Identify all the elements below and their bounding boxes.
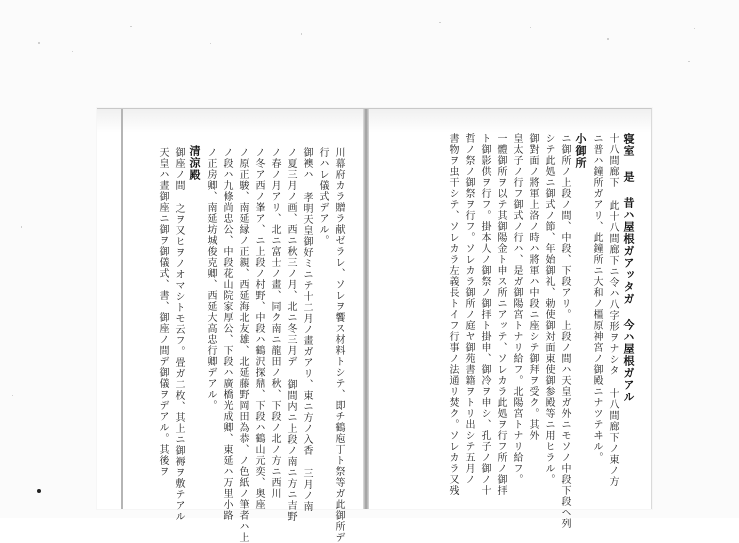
paper-speck: [210, 43, 211, 44]
text-column-right-6: シテ此処ニ御式ノ節、年始御礼、勅使御対面東使御参殿等ニ用ヒラル。: [543, 133, 554, 485]
paper-speck: [38, 42, 40, 44]
text-column-left-7: ノ原正駿、南延縁ノ正親、西延海北友雄、北延藤野岡田為恭、ノ色紙ノ筆者ハ上: [237, 147, 248, 543]
right-page: [369, 109, 639, 529]
paper-speck: [530, 27, 531, 28]
paper-speck: [607, 38, 609, 40]
text-column-right-5: ニ御所ノ上段ノ間、中段、下段アリ。上段ノ間ハ天皇ガ外ニモソノ中段下段ヘ列: [559, 133, 570, 529]
left-page: [121, 109, 349, 543]
text-column-left-8: ノ段ハ九條尚忠公、中段花山院家厚公、下段ハ廣橋光成卿、東延ハ万里小路: [221, 147, 232, 521]
text-column-left-1: 川幕府カラ贈ラ献ゼラレ、ソレヲ饗ス材料トシテ、即チ鶴庖丁ト祭等ガ此御所デ: [333, 147, 344, 543]
paper-speck: [688, 61, 690, 62]
text-column-left-9: ノ正房卿、南延坊城俊克卿、西延大高忠行卿デアル。: [205, 147, 216, 411]
text-column-left-4: ノ夏三月ノ画、西ニ秋三ノ月、北ニ冬三月デ 御間内ニ上段ノ南ニ方ニ吉野: [285, 147, 296, 522]
text-column-left-5: ノ春ノ月アリ、北ニ富士ノ畫、同ク南ニ龍田ノ秋、下段ノ北ノ方ニ西川: [269, 147, 280, 499]
text-column-right-2: 十八間廊下 此十八間廊下ニ令ハ八字形ヲナシタ 十八間廊下ノ東ノ方: [607, 133, 618, 487]
paper-speck: [21, 226, 22, 228]
text-column-right-1: 寝室 是 昔ハ屋根ガアッタガ 今ハ屋根ガアル: [622, 133, 635, 403]
text-column-right-3: ニ普ハ鐘所ガアリ、此鐘所ニ大和ノ橿原神宮ノ御殿ニナツテヰル。: [591, 133, 602, 463]
text-column-left-2: 行ハレ儀式デアル。: [317, 147, 328, 246]
ink-dot: [37, 489, 41, 493]
paper-speck: [439, 22, 441, 23]
section-heading-seiryoden: 清涼殿: [188, 145, 201, 181]
text-column-right-10: ト御影供ヲ行フ。掛本人ノ御祭ノ御拝ト掛申、御冷ヲ申シ、孔子ノ御ノ十: [479, 133, 490, 496]
text-column-right-11: 哲ノ祭ノ御祭ヲ行フ。ソレカラ御所ノ庭ヤ御苑書籍ヲトリ出シテ五月ノ: [463, 133, 474, 485]
open-book-spread: [97, 108, 652, 543]
text-column-left-12: 天皇ハ晝御座ニ御ヲ御儀式、書、御座ノ間デ御儀ヲデアル。其後ヲ: [157, 147, 168, 477]
paper-speck: [130, 26, 132, 27]
text-column-right-9: 一體御所ヲ以テ其御陽金ト申ス所ニアッテ、ソレカラ此処ヲ行フ所ノ御拝: [495, 133, 506, 496]
text-column-right-12: 書物ヲ虫干シテ、ソレカラ左義長トイフ行事ノ法通リ焚ク。ソレカラ又残: [447, 133, 458, 496]
paper-speck: [72, 51, 73, 52]
paper-speck: [301, 33, 302, 35]
paper-speck: [12, 395, 13, 396]
paper-speck: [694, 28, 695, 29]
text-column-right-7: 御對面ノ將軍上洛ノ時ハ將軍ハ中段ニ座シテ御拜ヲ受ク。其外: [527, 133, 538, 441]
section-heading-kogosho: 小御所: [574, 133, 587, 169]
text-column-left-6: ノ冬ア西ノ峯ア、ニ上段ノ村野、中段ハ鶴沢探鼎、下段ハ鶴山元奕、奥座: [253, 147, 264, 510]
text-column-left-11: 御座ノ間 之ヲ又ヒヲノオマシトモ云フ。畳ガ二枚、其上ニ御褥ヲ敷テアル: [173, 147, 184, 522]
text-column-right-8: 皇太子ノ行フ御式ノ行ハ、是ガ御陽宮トナリ給フ。北陽宮トナリ給フ。: [511, 133, 522, 485]
text-column-left-3: 御襖ハ 孝明天皇御好ミニテ十二月ノ畫ガアリ、東ニ方ノ入香 三月ノ南: [301, 147, 312, 512]
